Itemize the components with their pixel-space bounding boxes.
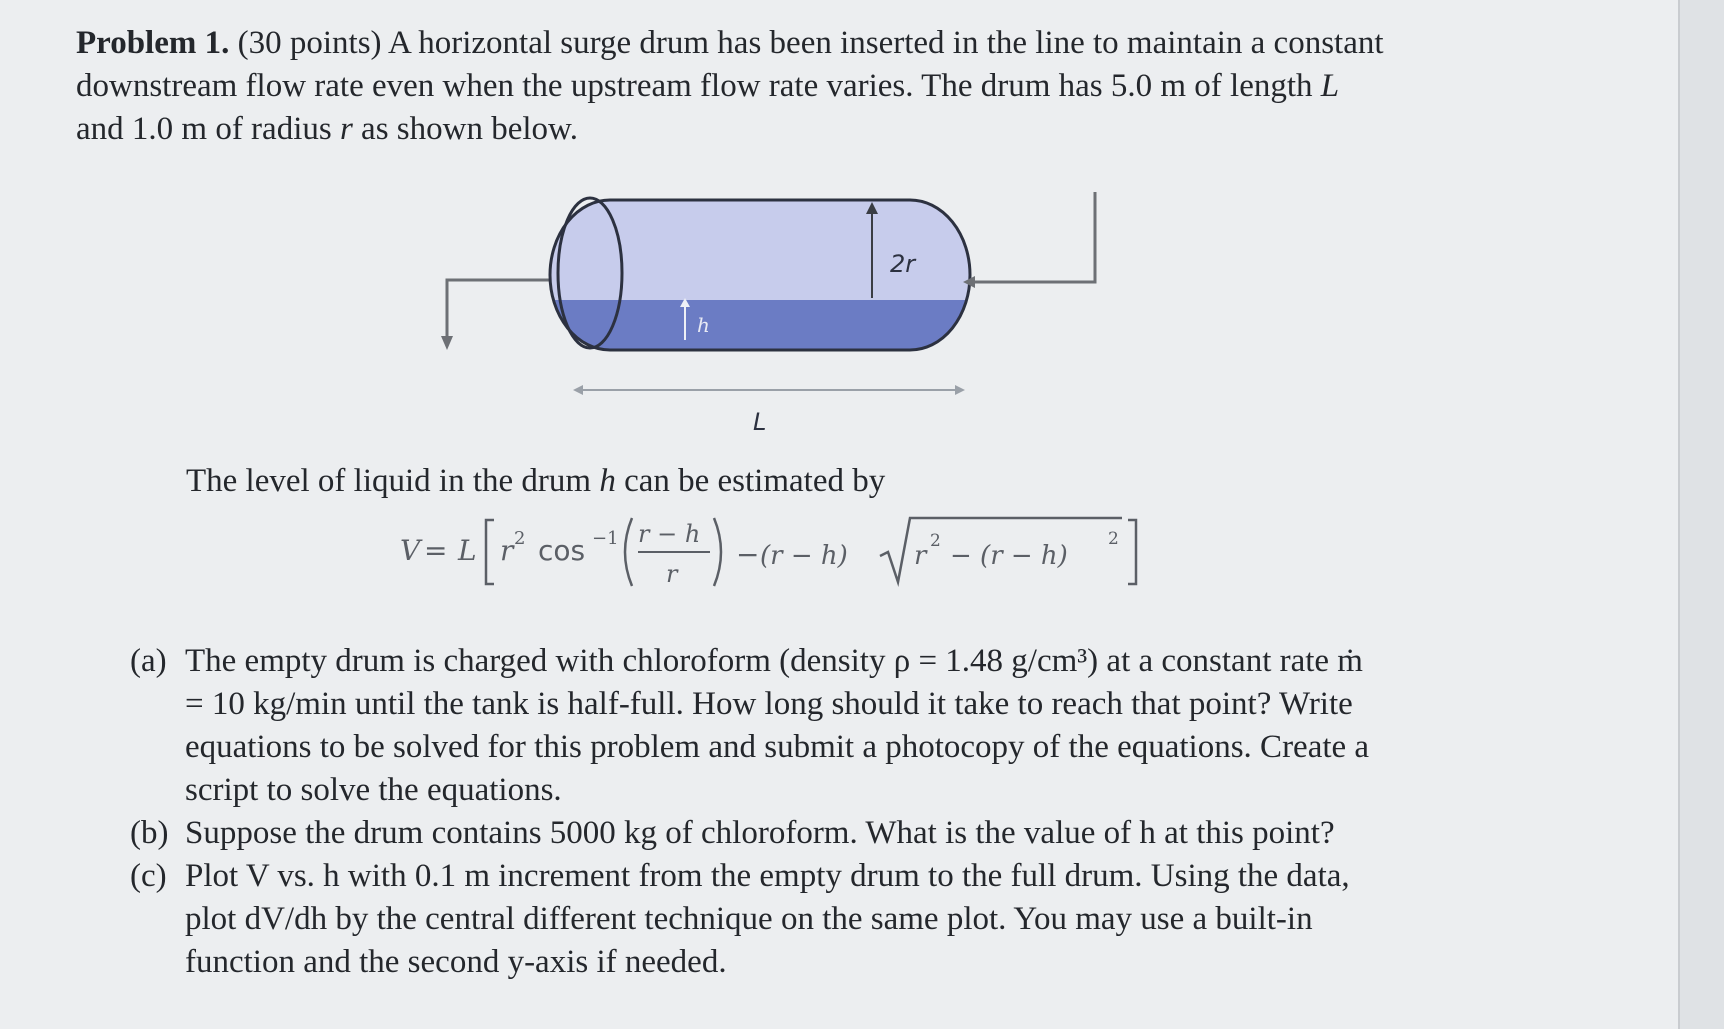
svg-text:r: r bbox=[500, 534, 514, 567]
volume-equation bbox=[400, 512, 1160, 592]
statement-line-1: Problem 1. (30 points) A horizontal surge drum has been inserted in the line to maintain a constant bbox=[76, 25, 1384, 61]
svg-text:(r − h): (r − h) bbox=[760, 541, 848, 571]
svg-text:2: 2 bbox=[514, 528, 526, 549]
part-label: (c) bbox=[130, 858, 167, 894]
svg-text:r − h: r − h bbox=[638, 520, 701, 548]
statement-line-2: downstream flow rate even when the upstream flow rate varies. The drum has 5.0 m of length L bbox=[76, 68, 1340, 104]
svg-text:L: L bbox=[458, 534, 477, 567]
svg-text:−1: −1 bbox=[592, 528, 619, 549]
part-b: (b) Suppose the drum contains 5000 kg of chloroform. What is the value of h at this point? bbox=[130, 812, 1490, 855]
surge-drum-diagram bbox=[435, 190, 1155, 440]
outlet-arrow bbox=[441, 336, 453, 350]
svg-text:V: V bbox=[400, 534, 421, 567]
level-estimate-text: The level of liquid in the drum h can be estimated by bbox=[186, 463, 886, 499]
label-L: L bbox=[753, 408, 767, 436]
svg-text:− (r − h): − (r − h) bbox=[950, 541, 1068, 571]
inlet-pipe bbox=[975, 192, 1095, 282]
problem-heading: Problem 1. bbox=[76, 25, 230, 61]
statement-line-3: and 1.0 m of radius r as shown below. bbox=[76, 111, 578, 147]
outlet-pipe bbox=[447, 280, 550, 340]
page-edge bbox=[1678, 0, 1724, 1029]
equation-svg bbox=[400, 512, 1160, 592]
svg-text:cos: cos bbox=[538, 534, 586, 567]
part-label: (a) bbox=[130, 643, 167, 679]
part-c: (c) Plot V vs. h with 0.1 m increment from the empty drum to the full drum. Using the data, plot dV/dh by the central different technique on the same plot. You may use a built-in function and the second y-axis if needed. bbox=[130, 855, 1490, 984]
problem-statement bbox=[76, 22, 1476, 151]
drum-svg bbox=[435, 190, 1155, 440]
part-label: (b) bbox=[130, 815, 169, 851]
svg-text:=: = bbox=[424, 534, 448, 567]
svg-text:2: 2 bbox=[1108, 529, 1119, 549]
part-a: (a) The empty drum is charged with chloroform (density ρ = 1.48 g/cm³) at a constant rate ṁ = 10 kg/min until the tank is half-full. How long should it take to reach that point? Write equations to be solved for this problem and submit a photocopy of the equations. Create a script to solve the equations. bbox=[130, 640, 1490, 812]
label-h: h bbox=[697, 313, 710, 337]
svg-text:r: r bbox=[914, 541, 927, 571]
svg-text:r: r bbox=[666, 560, 678, 588]
question-parts bbox=[130, 640, 1490, 984]
svg-text:−: − bbox=[736, 538, 760, 571]
svg-text:2: 2 bbox=[930, 531, 941, 551]
label-2r: 2r bbox=[890, 250, 916, 278]
